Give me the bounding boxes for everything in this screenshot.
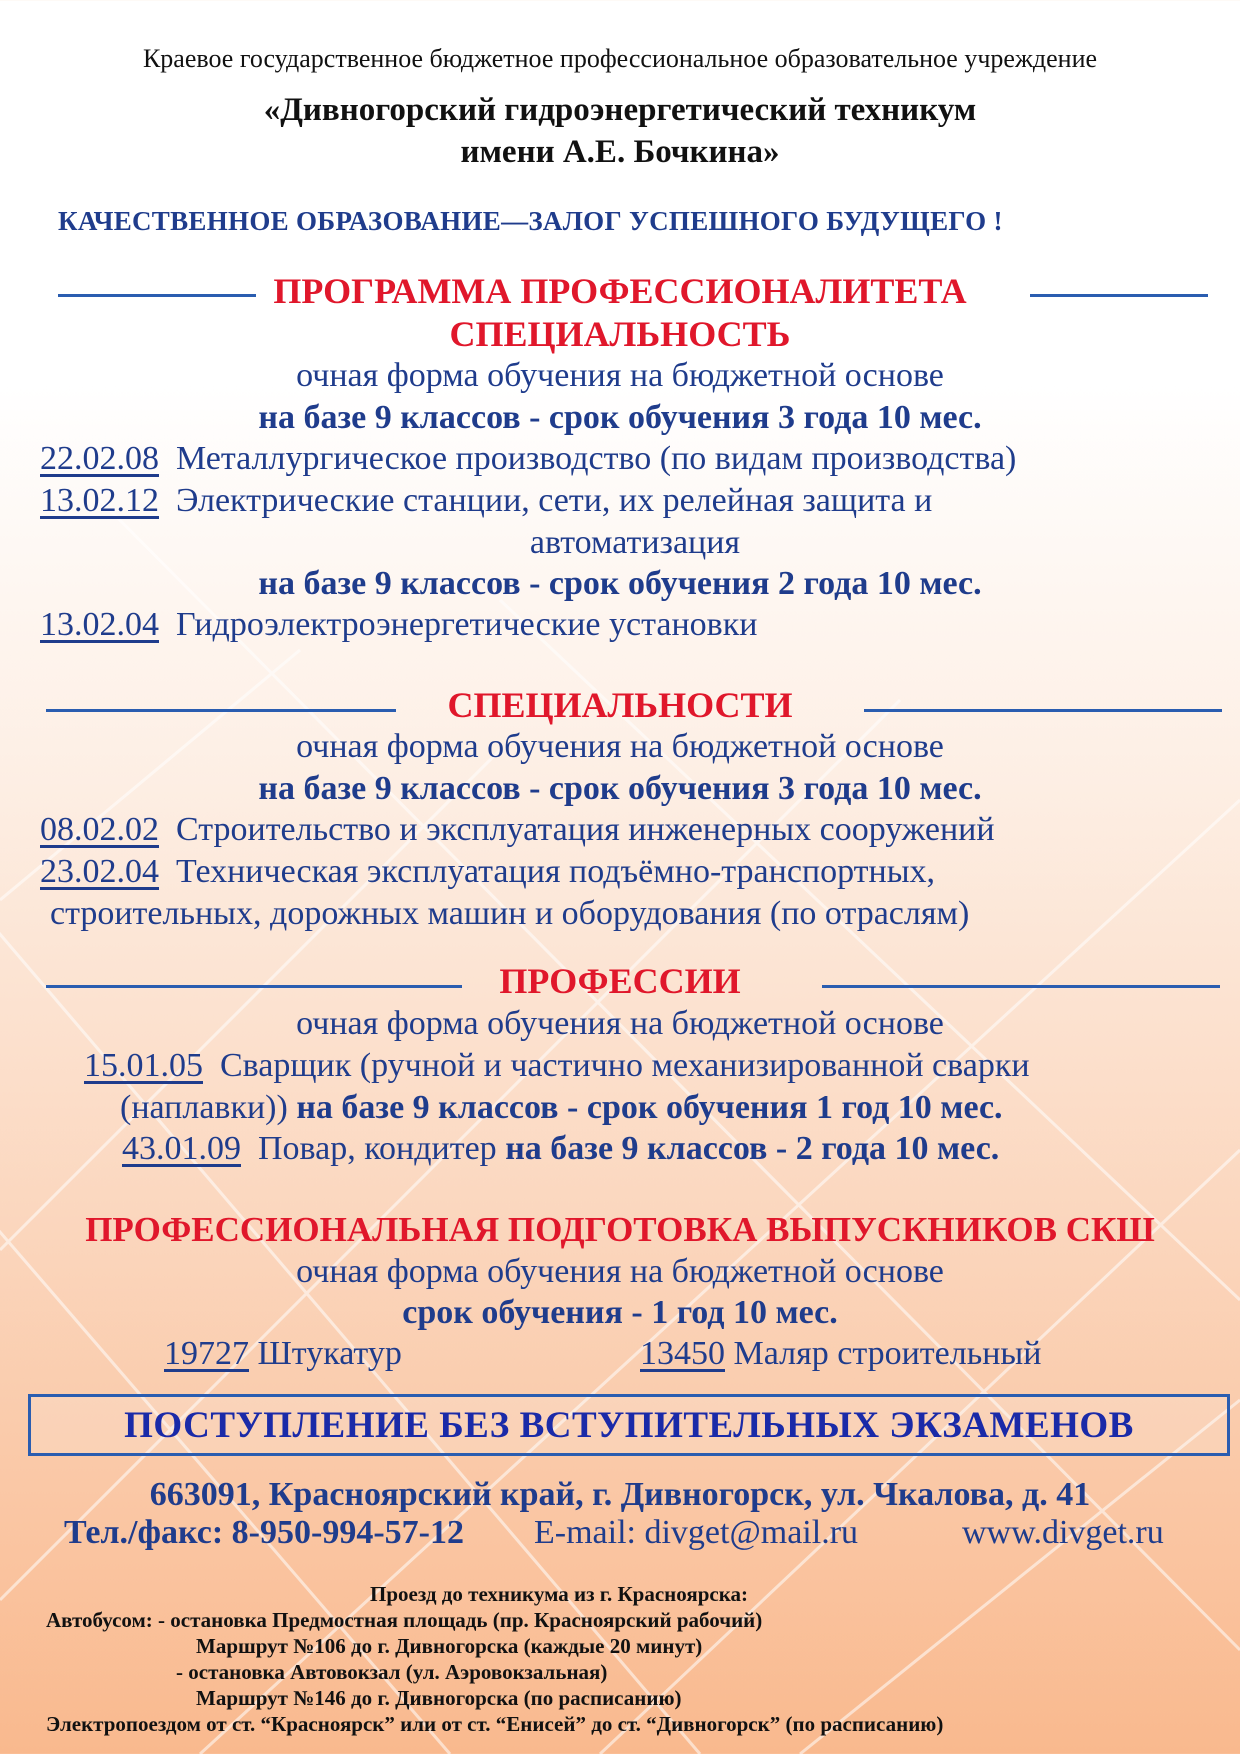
- study-term: на базе 9 классов - срок обучения 1 год 10 мес.: [296, 1089, 1003, 1126]
- program-item-continued: [120, 1089, 1003, 1127]
- program-item: [40, 606, 757, 644]
- directions-bus1: Автобусом: - остановка Предмостная площадь (пр. Красноярский рабочий): [46, 1608, 763, 1632]
- directions-title: Проезд до техникума из г. Красноярска:: [370, 1582, 749, 1606]
- study-term: на базе 9 классов - срок обучения 3 года 10 мес.: [258, 399, 982, 436]
- study-term: на базе 9 классов - срок обучения 3 года 10 мес.: [258, 770, 982, 807]
- directions-train: Электропоездом от ст. “Красноярск” или от ст. “Енисей” до ст. “Дивногорск” (по расписанию): [46, 1712, 944, 1736]
- study-term: на базе 9 классов - 2 года 10 мес.: [505, 1130, 1000, 1167]
- study-form: очная форма обучения на бюджетной основе: [296, 1005, 944, 1042]
- program-name: Электрические станции, сети, их релейная защита и: [176, 482, 933, 519]
- study-term: срок обучения - 1 год 10 мес.: [402, 1294, 838, 1331]
- program-item: [640, 1335, 1041, 1373]
- program-name: Строительство и эксплуатация инженерных сооружений: [176, 811, 995, 848]
- directions-bus1-route: Маршрут №106 до г. Дивногорска (каждые 20 минут): [196, 1634, 703, 1658]
- program-item: [84, 1047, 1030, 1085]
- program-name: Повар, кондитер: [258, 1130, 497, 1167]
- email-link[interactable]: E-mail: divget@mail.ru: [534, 1514, 859, 1551]
- program-name: Штукатур: [257, 1335, 402, 1372]
- program-item: [40, 440, 1016, 478]
- admission-banner: ПОСТУПЛЕНИЕ БЕЗ ВСТУПИТЕЛЬНЫХ ЭКЗАМЕНОВ: [28, 1394, 1230, 1456]
- study-form: очная форма обучения на бюджетной основе: [296, 357, 944, 394]
- program-code: 13.02.12: [40, 482, 159, 519]
- directions-bus2-route: Маршрут №146 до г. Дивногорска (по расписанию): [196, 1686, 682, 1710]
- program-name: Металлургическое производство (по видам производства): [176, 440, 1017, 477]
- institution-type: Краевое государственное бюджетное профессиональное образовательное учреждение: [142, 44, 1098, 73]
- institution-name-line2: имени А.Е. Бочкина»: [460, 134, 780, 170]
- professionalitet-title: ПРОГРАММА ПРОФЕССИОНАЛИТЕТА: [273, 271, 967, 311]
- program-code: 13450: [640, 1335, 725, 1372]
- website-link[interactable]: www.divget.ru: [962, 1514, 1164, 1551]
- slogan: КАЧЕСТВЕННОЕ ОБРАЗОВАНИЕ—ЗАЛОГ УСПЕШНОГО БУДУЩЕГО !: [58, 206, 1003, 236]
- program-name: Сварщик (ручной и частично механизированной сварки: [220, 1047, 1030, 1084]
- program-name-continued: строительных, дорожных машин и оборудования (по отраслям): [50, 895, 970, 932]
- professions-title: ПРОФЕССИИ: [499, 961, 741, 1001]
- program-name: Гидроэлектроэнергетические установки: [176, 606, 758, 643]
- study-form: очная форма обучения на бюджетной основе: [296, 728, 944, 765]
- program-code: 13.02.04: [40, 606, 159, 643]
- program-code: 22.02.08: [40, 440, 159, 477]
- phone: Тел./факс: 8-950-994-57-12: [64, 1514, 464, 1551]
- program-name: Маляр строительный: [733, 1335, 1042, 1372]
- specialties-title: СПЕЦИАЛЬНОСТИ: [447, 685, 793, 725]
- address: 663091, Красноярский край, г. Дивногорск, ул. Чкалова, д. 41: [149, 1476, 1091, 1513]
- program-item: [40, 811, 995, 849]
- program-item: [40, 853, 935, 891]
- program-item: [122, 1130, 999, 1168]
- program-code: 23.02.04: [40, 853, 159, 890]
- directions-bus2: - остановка Автовокзал (ул. Аэровокзальная): [176, 1660, 608, 1684]
- study-term: на базе 9 классов - срок обучения 2 года 10 мес.: [258, 565, 982, 602]
- program-name-continued: автоматизация: [529, 524, 741, 561]
- program-name-continued: (наплавки)): [120, 1089, 288, 1126]
- program-code: 15.01.05: [84, 1047, 203, 1084]
- study-form: очная форма обучения на бюджетной основе: [296, 1253, 944, 1290]
- program-name: Техническая эксплуатация подъёмно-транспортных,: [176, 853, 936, 890]
- professionalitet-subtitle: СПЕЦИАЛЬНОСТЬ: [449, 314, 791, 354]
- program-code: 19727: [164, 1335, 249, 1372]
- program-code: 08.02.02: [40, 811, 159, 848]
- training-title: ПРОФЕССИОНАЛЬНАЯ ПОДГОТОВКА ВЫПУСКНИКОВ СКШ: [85, 1210, 1155, 1249]
- program-code: 43.01.09: [122, 1130, 241, 1167]
- program-item: [164, 1335, 402, 1373]
- institution-name-line1: «Дивногорский гидроэнергетический техникум: [263, 92, 977, 128]
- program-item: [40, 482, 932, 520]
